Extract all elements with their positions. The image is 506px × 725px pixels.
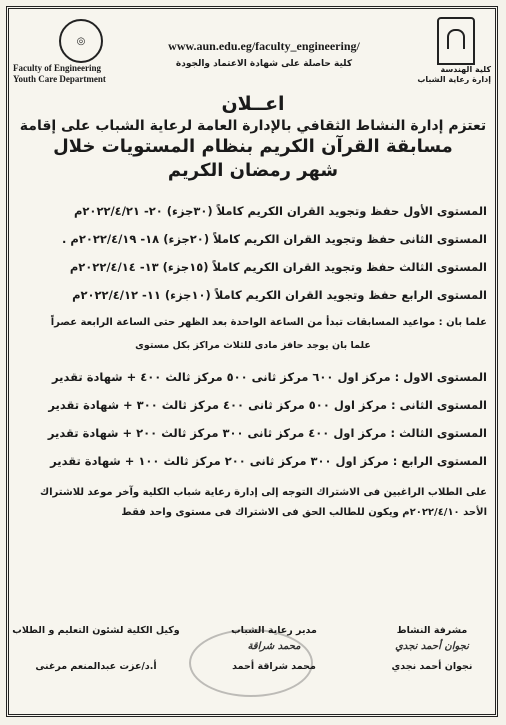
signature-block (12, 625, 487, 672)
faculty-name-en: Faculty of Engineering Youth Care Department (13, 63, 106, 84)
prize-item: المستوى الثالث : مركز اول ٤٠٠ مركز ثانى ٣٠٠ مركز ثالث ٢٠٠ + شهادة تقدير (47, 426, 487, 440)
document-page (6, 6, 498, 717)
prizes-intro: علما بان يوجد حافز مادى للثلاث مراكز بكل مستوى (135, 340, 371, 351)
signature-youth-director: مدير رعاية الشباب محمد شراقة محمد شراقة أحمد (231, 625, 317, 672)
timing-note: علما بان : مواعيد المسابقات تبدأ من الساعة الواحدة بعد الظهر حتى الساعة الرابعة عصراً (50, 317, 487, 328)
competition-title-1: مسابقة القرآن الكريم بنظام المستويات خلال (53, 136, 453, 157)
accreditation-text: كلية حاصلة على شهادة الاعتماد والجودة (175, 59, 353, 69)
announcement-body (19, 93, 487, 523)
announcement-title: اعــلان (221, 93, 285, 115)
signature-activity-supervisor: مشرفة النشاط نجوان أحمد نجدي نجوان أحمد نجدي (391, 625, 473, 672)
prizes-list (19, 363, 487, 475)
letterhead (9, 9, 495, 91)
prize-item: المستوى الرابع : مركز اول ٣٠٠ مركز ثانى ٢٠٠ مركز ثالث ١٠٠ + شهادة تقدير (50, 454, 487, 468)
university-logo-icon (437, 17, 475, 65)
announcement-intro: تعتزم إدارة النشاط الثقافي بالإدارة العامة لرعاية الشباب على إقامة (19, 118, 487, 134)
competition-title-2: شهر رمضان الكريم (167, 160, 339, 181)
level-item: المستوى الثانى حفظ وتجويد القران الكريم كاملاً (٢٠جزء) ١٨- ٢٠٢٢/٤/١٩م . (62, 232, 487, 246)
prize-item: المستوى الثانى : مركز اول ٥٠٠ مركز ثانى ٤٠٠ مركز ثالث ٣٠٠ + شهادة تقدير (48, 398, 487, 412)
level-item: المستوى الأول حفظ وتجويد القران الكريم كاملاً (٣٠جزء) ٢٠- ٢٠٢٢/٤/٢١م (73, 204, 487, 218)
faculty-url: www.aun.edu.eg/faculty_engineering/ (168, 39, 360, 53)
signature-vice-dean: وكيل الكلية لشئون التعليم و الطلاب أ.د/عزت عبدالمنعم مرغنى (12, 625, 180, 672)
level-item: المستوى الثالث حفظ وتجويد القران الكريم كاملاً (١٥جزء) ١٣- ٢٠٢٢/٤/١٤م (69, 260, 487, 274)
prize-item: المستوى الاول : مركز اول ٦٠٠ مركز ثانى ٥٠٠ مركز ثالث ٤٠٠ + شهادة تقدير (51, 370, 487, 384)
levels-list (19, 197, 487, 309)
faculty-logo-icon: ◎ (59, 19, 103, 63)
level-item: المستوى الرابع حفظ وتجويد القران الكريم كاملاً (١٠جزء) ١١- ٢٠٢٢/٤/١٢م (72, 288, 487, 302)
faculty-name-ar: كلية الهندسة إدارة رعاية الشباب (417, 65, 491, 84)
closing-note: على الطلاب الراغبين فى الاشتراك التوجه إلى إدارة رعاية شباب الكلية وآخر موعد للاشتراك الأحد ٢٠٢٢/٤/١٠م ويكون للطالب الحق فى الاشتراك فى مستوى واحد فقط (39, 487, 487, 518)
